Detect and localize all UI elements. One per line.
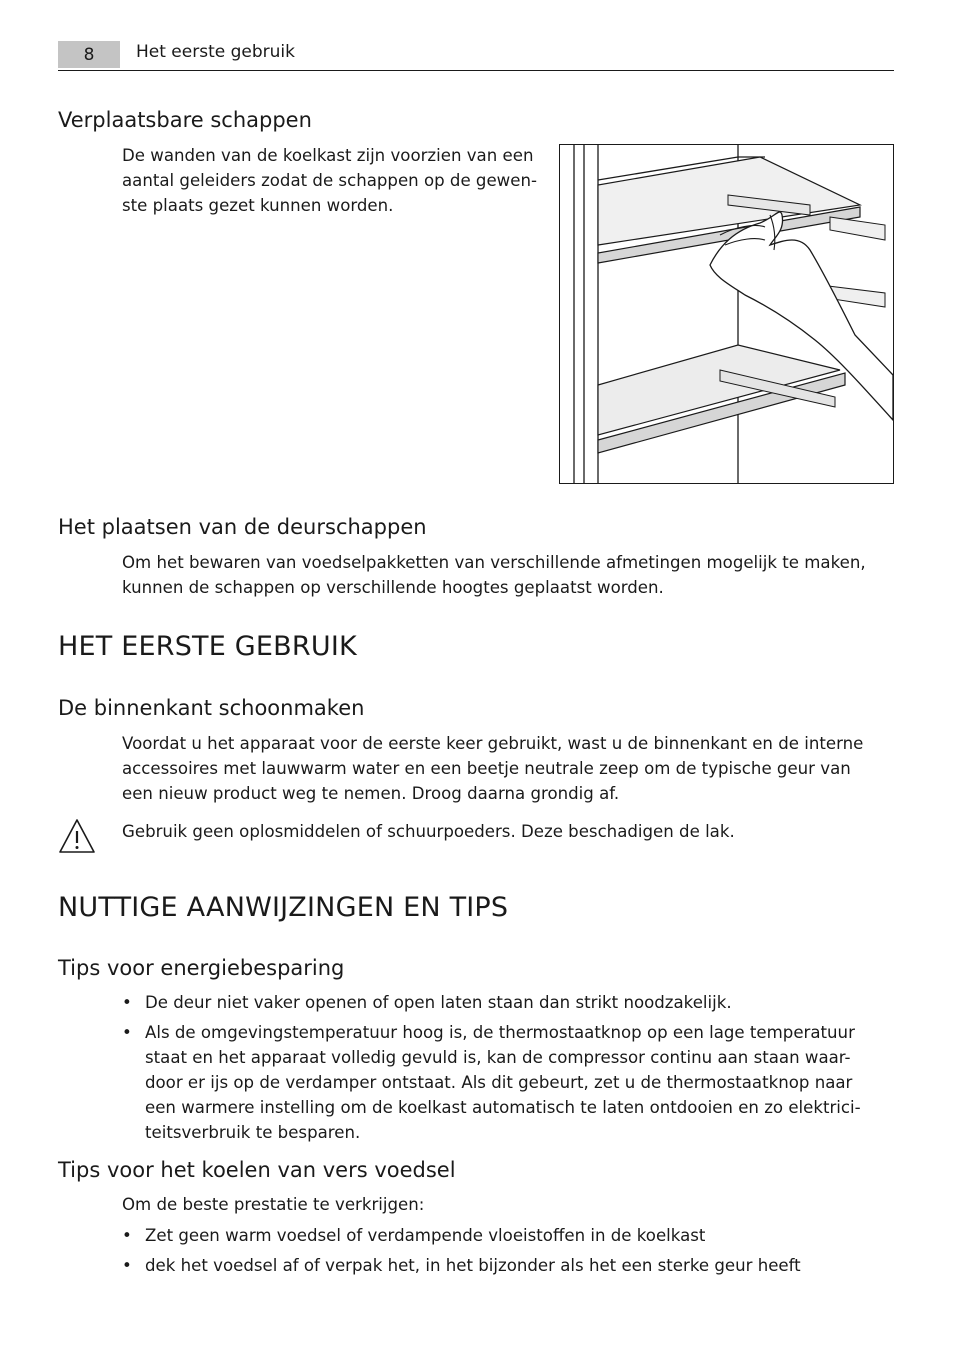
paragraph-binnenkant <box>122 731 902 806</box>
chapter-heading-tips: NUTTIGE AANWIJZINGEN EN TIPS <box>58 892 509 923</box>
list-item-text: De deur niet vaker openen of open laten staan dan strikt noodzakelijk. <box>145 993 732 1012</box>
bullet-icon: • <box>122 1256 132 1275</box>
shelf-drawing <box>560 145 893 483</box>
shelf-illustration <box>559 144 894 484</box>
text-line: kunnen de schappen op verschillende hoogtes geplaatst worden. <box>122 578 664 597</box>
header-rule <box>58 70 894 71</box>
list-item <box>122 1020 902 1145</box>
bullet-icon: • <box>122 1023 132 1042</box>
section-heading-verplaatsbare-schappen: Verplaatsbare schappen <box>58 108 312 132</box>
text-line: De wanden van de koelkast zijn voorzien van een <box>122 146 534 165</box>
section-heading-binnenkant: De binnenkant schoonmaken <box>58 696 365 720</box>
warning-icon <box>58 818 96 854</box>
list-item-text: Zet geen warm voedsel of verdampende vloeistoffen in de koelkast <box>145 1226 706 1245</box>
list-item-text <box>145 1020 900 1145</box>
text-line: ste plaats gezet kunnen worden. <box>122 196 394 215</box>
intro-vers-voedsel: Om de beste prestatie te verkrijgen: <box>122 1195 425 1214</box>
section-heading-deurschappen: Het plaatsen van de deurschappen <box>58 515 427 539</box>
running-header: Het eerste gebruik <box>136 42 295 62</box>
section-heading-vers-voedsel: Tips voor het koelen van vers voedsel <box>58 1158 456 1182</box>
bullet-icon: • <box>122 993 132 1012</box>
list-item-text: dek het voedsel af of verpak het, in het bijzonder als het een sterke geur heeft <box>145 1256 801 1275</box>
section-heading-energiebesparing: Tips voor energiebesparing <box>58 956 345 980</box>
text-line: een warmere instelling om de koelkast automatisch te laten ontdooien en zo elektrici- <box>145 1098 861 1117</box>
text-line: een nieuw product weg te nemen. Droog daarna grondig af. <box>122 784 620 803</box>
text-line: accessoires met lauwwarm water en een beetje neutrale zeep om de typische geur van <box>122 759 851 778</box>
text-line: aantal geleiders zodat de schappen op de gewen- <box>122 171 537 190</box>
page-number: 8 <box>58 41 120 68</box>
text-line: Om het bewaren van voedselpakketten van verschillende afmetingen mogelijk te maken, <box>122 553 866 572</box>
paragraph-verplaatsbare-schappen <box>122 143 552 218</box>
warning-text: Gebruik geen oplosmiddelen of schuurpoeders. Deze beschadigen de lak. <box>122 822 735 841</box>
text-line: staat en het apparaat volledig gevuld is, kan de compressor continu aan staan waar- <box>145 1048 851 1067</box>
paragraph-deurschappen <box>122 550 902 600</box>
text-line: Voordat u het apparaat voor de eerste keer gebruikt, wast u de binnenkant en de interne <box>122 734 864 753</box>
text-line: teitsverbruik te besparen. <box>145 1123 361 1142</box>
text-line: door er ijs op de verdamper ontstaat. Als dit gebeurt, zet u de thermostaatknop naar <box>145 1073 853 1092</box>
bullet-icon: • <box>122 1226 132 1245</box>
chapter-heading-eerste-gebruik: HET EERSTE GEBRUIK <box>58 631 357 662</box>
text-line: Als de omgevingstemperatuur hoog is, de thermostaatknop op een lage temperatuur <box>145 1023 855 1042</box>
